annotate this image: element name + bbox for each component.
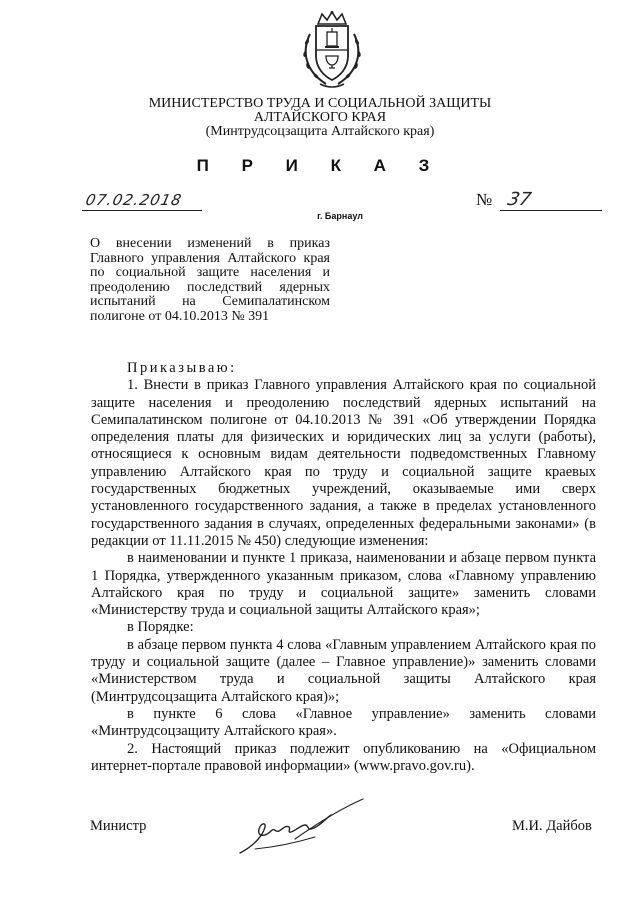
number-value: 37 bbox=[505, 189, 534, 210]
paragraph-4: в абзаце первом пункта 4 слова «Главным управлением Алтайского края по труду и социальной защите (далее – Главное управление)» заменить словами «Министерством труда и социальной защиты Алтайского края (Минтрудсоцзащита Алтайского края)»; bbox=[91, 636, 596, 705]
ministry-name-line2: АЛТАЙСКОГО КРАЯ bbox=[253, 110, 387, 125]
paragraph-1: 1. Внести в приказ Главного управления Алтайского края по социальной защите населения и преодолению последствий ядерных испытаний на Семипалатинском полигоне от 04.10.2013 № 391 «Об утверждении Порядка определения платы для физических и юридических лиц за услуги (работы), относящиеся к основным видам деятельности подведомственных Главному управлению Алтайского края по труду и социальной защите краевых государственных бюджетных учреждений, оказываемые ими сверх установленного государственного задания, а также в пределах установленного государственного задания в случаях, определенных федеральными законами» (в редакции от 11.11.2015 № 450) следующие изменения: bbox=[91, 377, 596, 549]
signatory-name: М.И. Дайбов bbox=[512, 818, 592, 834]
document-type-title: П Р И К А З bbox=[196, 156, 444, 175]
order-word: Приказываю: bbox=[127, 360, 237, 376]
number-field bbox=[500, 188, 602, 211]
signatory-position: Министр bbox=[90, 818, 147, 834]
paragraph-3: в Порядке: bbox=[127, 619, 194, 636]
paragraph-5: в пункте 6 слова «Главное управление» заменить словами «Минтрудсоцзащиту Алтайского края». bbox=[91, 705, 596, 740]
paragraph-2: в наименовании и пункте 1 приказа, наименовании и абзаце первом пункта 1 Порядка, утвержденного указанным приказом, слова «Главному управлению Алтайского края по труду и социальной защите» заменить словами «Министерству труда и социальной защиты Алтайского края»; bbox=[91, 550, 596, 619]
date-value: 07.02.2018 bbox=[84, 191, 184, 209]
coat-of-arms-icon bbox=[296, 10, 368, 90]
ministry-name-line1: МИНИСТЕРСТВО ТРУДА И СОЦИАЛЬНОЙ ЗАЩИТЫ bbox=[148, 96, 492, 111]
order-body bbox=[91, 360, 596, 775]
order-subject: О внесении изменений в приказ Главного управления Алтайского края по социальной защите населения и преодолению последствий ядерных испытаний на Семипалатинском полигоне от 04.10.2013 № 391 bbox=[90, 236, 330, 324]
paragraph-6: 2. Настоящий приказ подлежит опубликованию на «Официальном интернет-портале правовой информации» (www.pravo.gov.ru). bbox=[91, 740, 596, 774]
ministry-short-name: (Минтрудсоцзащита Алтайского края) bbox=[205, 124, 435, 139]
signature-icon bbox=[235, 795, 370, 860]
city: г. Барнаул bbox=[317, 211, 363, 221]
number-label: № bbox=[476, 190, 493, 209]
date-field bbox=[82, 188, 202, 211]
